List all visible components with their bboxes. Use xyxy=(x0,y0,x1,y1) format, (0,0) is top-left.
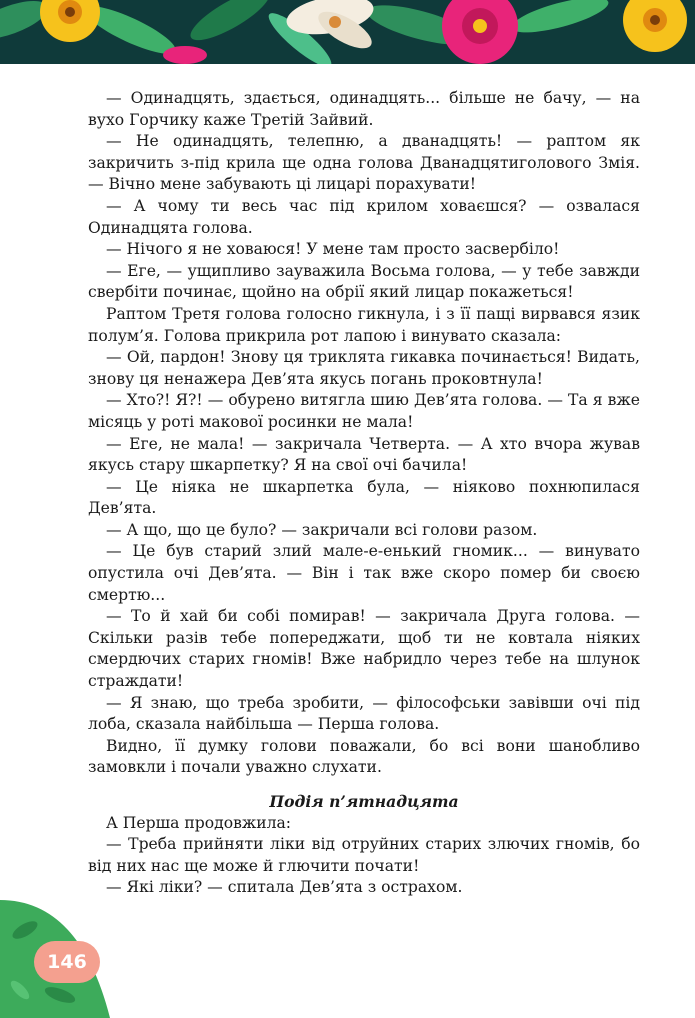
paragraph: — Це був старий злий мале-е-енький гномик... — винувато опустила очі Дев’ята. — Він і так вже скоро помер би своєю смертю... xyxy=(88,542,640,604)
paragraph: — Ой, пардон! Знову ця триклята гикавка починається! Видать, знову ця ненажера Дев’ята якусь погань проковтнула! xyxy=(88,348,640,388)
paragraph: — Я знаю, що треба зробити, — філософськи завівши очі під лоба, сказала найбільша — Перша голова. xyxy=(88,693,640,734)
paragraph: — Треба прийняти ліки від отруйних старих злючих гномів, бо від них нас ще може й глючити почати! xyxy=(88,835,640,875)
pink-bud-icon xyxy=(163,46,207,64)
page-number: 146 xyxy=(34,941,100,983)
paragraph: А Перша продовжила: xyxy=(106,813,292,832)
paragraph: Раптом Третя голова голосно гикнула, і з її пащі вирвався язик полум’я. Голова прикрила рот лапою і винувато сказала: xyxy=(88,304,640,345)
floral-banner xyxy=(0,0,695,64)
paragraph: — А що, що це було? — закричали всі голови разом. xyxy=(106,520,538,539)
paragraph: — Це ніяка не шкарпетка була, — ніяково похнюпилася Дев’ята. xyxy=(88,477,640,518)
paragraph: Видно, її думку голови поважали, бо всі вони шанобливо замовкли і почали уважно слухати. xyxy=(88,736,640,777)
page-text xyxy=(88,88,640,899)
paragraph: — То й хай би собі помирав! — закричала Друга голова. — Скільки разів тебе попереджати, щоб ти не ковтала ніяких смердючих старих гномів! Вже набридло через тебе на шлунок страждати! xyxy=(88,607,640,691)
paragraph: — Нічого я не ховаюся! У мене там просто засвербіло! xyxy=(106,240,560,259)
paragraph: — Не одинадцять, телепню, а дванадцять! — раптом як закричить з-під крила ще одна голова Дванадцятиголового Змія. — Вічно мене забувають ці лицарі порахувати! xyxy=(88,132,640,194)
paragraph: — Еге, — ущипливо зауважила Восьма голова, — у тебе завжди свербіти починає, щойно на обрії який лицар покажеться! xyxy=(88,261,640,302)
paragraph: — Одинадцять, здається, одинадцять... більше не бачу, — на вухо Горчику каже Третій Зайвий. xyxy=(88,89,640,129)
paragraph: — Які ліки? — спитала Дев’ята з острахом. xyxy=(106,878,463,897)
paragraph: — Хто?! Я?! — обурено витягла шию Дев’ята голова. — Та я вже місяць у роті макової росинки не мала! xyxy=(88,391,640,431)
paragraph: — А чому ти весь час під крилом ховаєшся? — озвалася Одинадцята голова. xyxy=(88,196,640,237)
paragraph: — Еге, не мала! — закричала Четверта. — А хто вчора жував якусь стару шкарпетку? Я на свої очі бачила! xyxy=(88,434,640,475)
section-heading: Подія п’ятнадцята xyxy=(269,792,459,811)
